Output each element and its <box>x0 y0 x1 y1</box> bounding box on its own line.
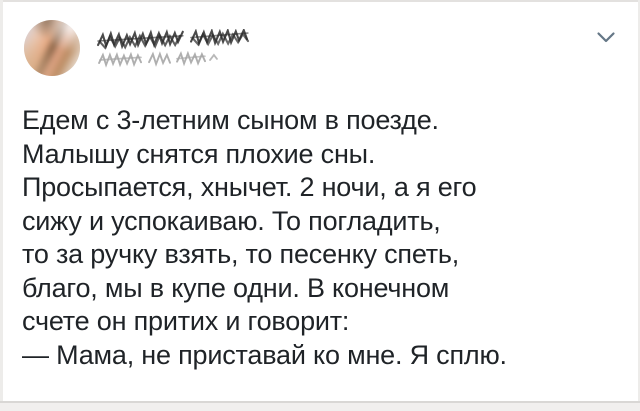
user-name-block[interactable] <box>96 26 266 72</box>
tweet-text-line: — Мама, не приставай ко мне. Я сплю. <box>22 339 507 370</box>
scribbled-display-name <box>96 29 252 51</box>
frame-edge <box>0 403 640 411</box>
tweet-text-line: Малышу снятся плохие сны. <box>22 138 376 169</box>
tweet-text <box>22 104 632 372</box>
scribbled-handle <box>97 51 219 69</box>
blurred-avatar-photo <box>24 20 80 76</box>
tweet-text-line: Едем с 3-летним сыном в поезде. <box>22 105 439 135</box>
tweet-text-line: благо, мы в купе одни. В конечном <box>22 272 450 303</box>
tweet-text-line: счете он притих и говорит: <box>22 306 350 336</box>
avatar[interactable] <box>24 20 80 76</box>
chevron-down-icon[interactable] <box>596 31 616 45</box>
frame-edge <box>0 0 3 411</box>
tweet-text-line: сижу и успокаиваю. То погладить, <box>22 205 441 236</box>
frame-edge <box>0 0 640 2</box>
tweet-text-line: Просыпается, хнычет. 2 ночи, а я его <box>22 172 477 202</box>
tweet-text-line: то за ручку взять, то песенку спеть, <box>22 239 460 269</box>
